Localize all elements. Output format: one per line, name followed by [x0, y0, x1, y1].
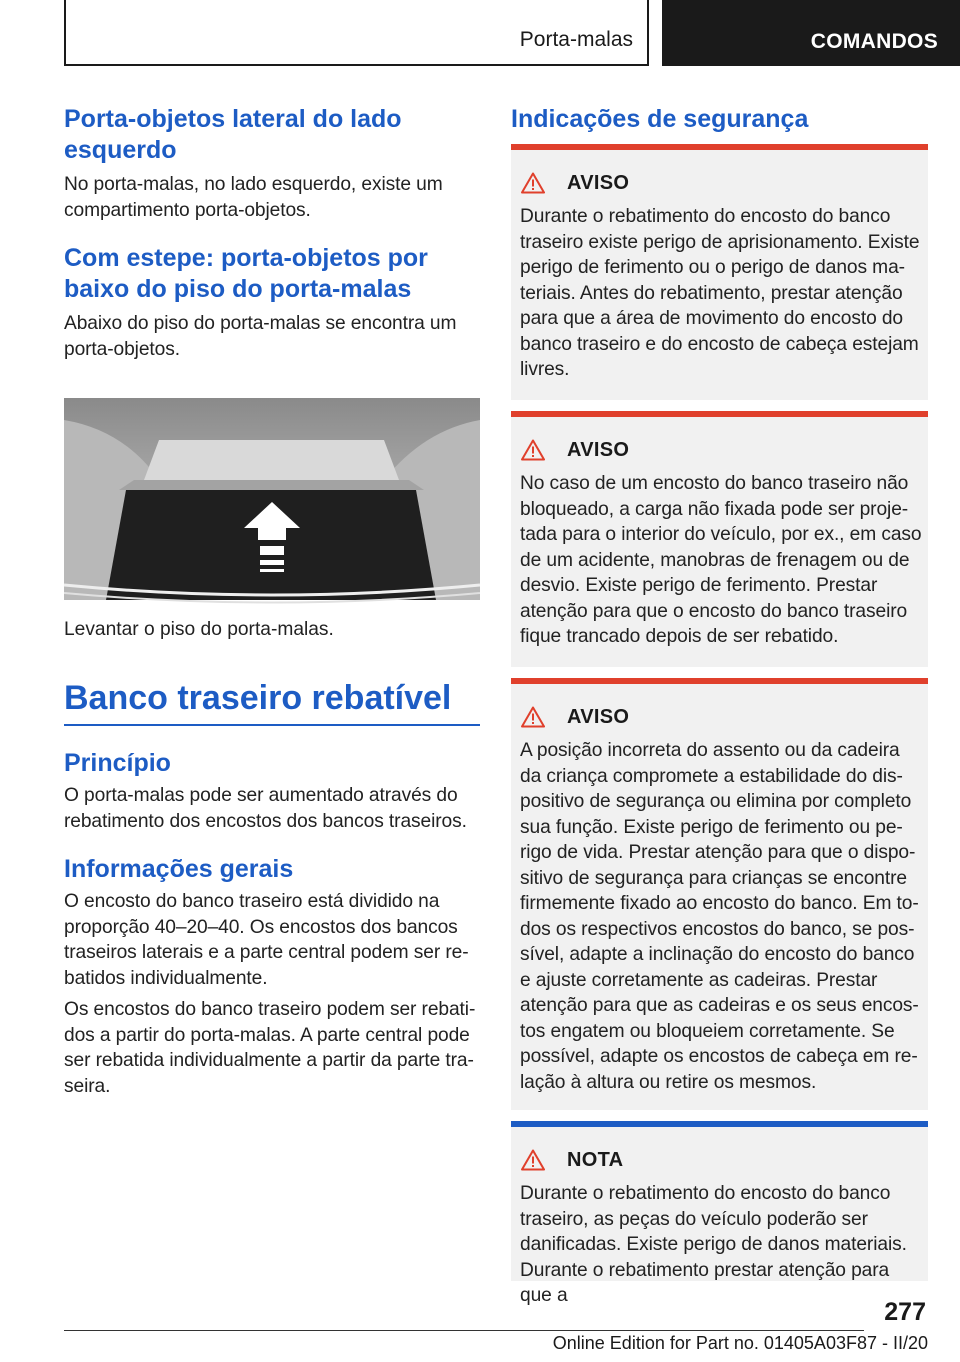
section-title: Porta-malas [519, 28, 633, 51]
chapter-divider [64, 724, 480, 726]
warning-triangle-icon [521, 172, 545, 194]
chapter-title: Banco traseiro rebatível [64, 679, 452, 717]
warning-box [511, 678, 928, 1110]
paragraph-side-storage: No porta-malas, no lado esquerdo, existe um compartimento porta-objetos. [64, 174, 443, 221]
page-number: 277 [884, 1298, 926, 1326]
warning-box [511, 144, 928, 400]
paragraph-principle: O porta-malas pode ser aumentado através do rebatimento dos encostos dos bancos traseiros. [64, 785, 467, 832]
paragraph-rear-release: Os encostos do banco traseiro podem ser rebatidos a partir do porta-malas. A parte central pode ser rebatida individualmente a partir da parte traseira. [64, 999, 476, 1097]
heading-spare-wheel-storage: Com estepe: porta-objetos por baixo do piso do porta-malas [64, 244, 428, 303]
warning-title: AVISO [567, 171, 630, 194]
warning-triangle-icon [521, 1149, 545, 1171]
heading-safety: Indicações de segurança [511, 105, 809, 133]
warning-triangle-icon [521, 706, 545, 728]
right-column [511, 100, 928, 135]
footer-divider [64, 1330, 864, 1331]
note-title: NOTA [567, 1148, 624, 1171]
warning-text: Durante o rebatimento do encosto do banco traseiro existe perigo de aprisionamento. Existe perigo de ferimento ou o perigo de danos materiais. Antes do rebatimento, prestar atenção para que a área de movimento do encosto do banco traseiro e do encosto de cabeça estejam livres. [520, 206, 920, 380]
heading-principle: Princípio [64, 749, 171, 777]
note-box [511, 1121, 928, 1306]
trunk-floor-illustration [64, 390, 480, 607]
edition-info: Online Edition for Part no. 01405A03F87 - II/20 [552, 1333, 928, 1353]
warning-box [511, 411, 928, 667]
paragraph-spare-wheel-storage: Abaixo do piso do porta-malas se encontra um porta-objetos. [64, 313, 457, 360]
left-column [64, 100, 480, 1099]
chapter-label: COMANDOS [810, 30, 938, 53]
paragraph-general-info: O encosto do banco traseiro está dividido na proporção 40–20–40. Os encostos dos bancos traseiros laterais e a parte central podem ser rebatidos individualmente. [64, 891, 469, 989]
note-text: Durante o rebatimento do encosto do banco traseiro, as peças do veículo poderão ser danificadas. Existe perigo de danos materiais. Durante o rebatimento prestar atenção para que a [520, 1183, 907, 1306]
figure-caption: Levantar o piso do porta-malas. [64, 619, 334, 640]
warning-triangle-icon [521, 439, 545, 461]
warning-title: AVISO [567, 438, 630, 461]
header-chapter-tab [662, 0, 960, 66]
header-section-tab [64, 0, 649, 66]
heading-side-storage: Porta-objetos lateral do lado esquerdo [64, 105, 402, 164]
warning-title: AVISO [567, 705, 630, 728]
heading-general-info: Informações gerais [64, 855, 294, 883]
warning-text: A posição incorreta do assento ou da cadeira da criança compromete a estabilidade do dispositivo de segurança ou elimina por completo sua função. Existe perigo de ferimento ou perigo de vida. Prestar atenção para que o dispositivo de segurança para crianças se encontre firmemente fixado ao encosto do banco. Em todos os respectivos encostos do banco, se possível, adapte a inclinação do encosto do banco e ajuste corretamente as cadeiras. Prestar atenção para que as cadeiras e os seus encostos engatem ou bloqueiem corretamente. Se possível, adapte os encostos de cabeça em relação à altura ou retire os mesmos. [520, 740, 919, 1093]
warning-text: No caso de um encosto do banco traseiro não bloqueado, a carga não fixada pode ser projetada para o interior do veículo, por ex., em caso de um acidente, manobras de frenagem ou de desvio. Existe perigo de ferimento. Prestar atenção para que o encosto do banco traseiro fique trancado depois de ser rebatido. [520, 473, 922, 647]
